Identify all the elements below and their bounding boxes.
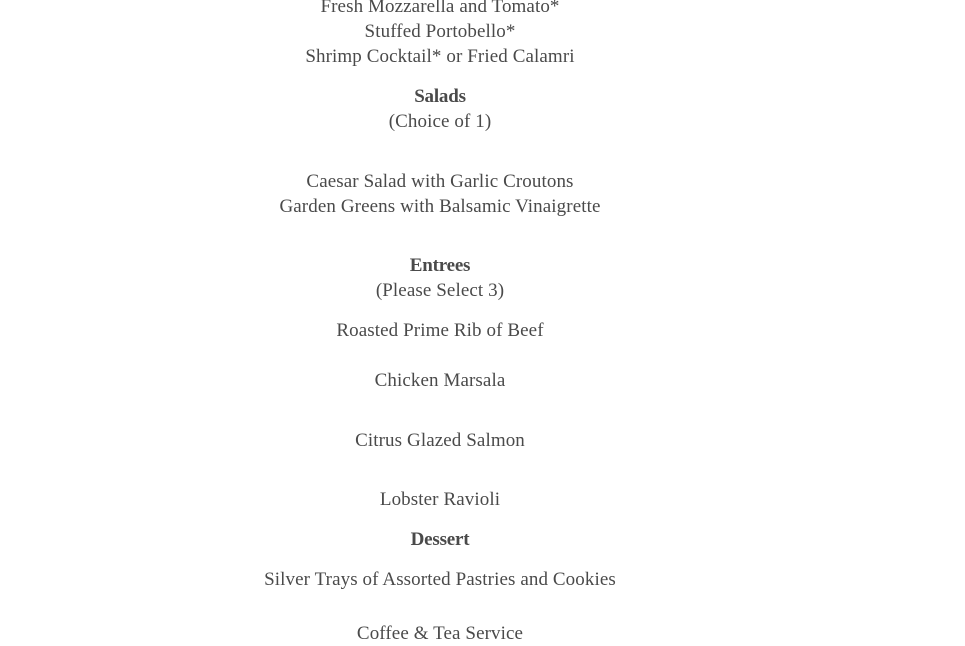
menu-item: Roasted Prime Rib of Beef xyxy=(336,320,544,341)
menu-item: Garden Greens with Balsamic Vinaigrette xyxy=(279,196,601,217)
menu-item: Stuffed Portobello* xyxy=(364,21,516,42)
menu-item: Fresh Mozzarella and Tomato* xyxy=(320,0,560,17)
menu-item: Lobster Ravioli xyxy=(379,489,501,510)
section-heading-salads: Salads xyxy=(414,86,466,107)
section-heading-dessert: Dessert xyxy=(410,529,470,550)
menu-item: Citrus Glazed Salmon xyxy=(355,430,525,451)
menu-item: Shrimp Cocktail* or Fried Calamri xyxy=(305,46,575,67)
menu-item: Silver Trays of Assorted Pastries and Cookies xyxy=(264,569,616,590)
section-note: (Please Select 3) xyxy=(375,280,505,301)
menu-item: Chicken Marsala xyxy=(374,370,506,391)
section-heading-entrees: Entrees xyxy=(409,255,471,276)
menu-item: Coffee & Tea Service xyxy=(356,623,524,644)
menu-item: Caesar Salad with Garlic Croutons xyxy=(306,171,574,192)
section-note: (Choice of 1) xyxy=(388,111,492,132)
